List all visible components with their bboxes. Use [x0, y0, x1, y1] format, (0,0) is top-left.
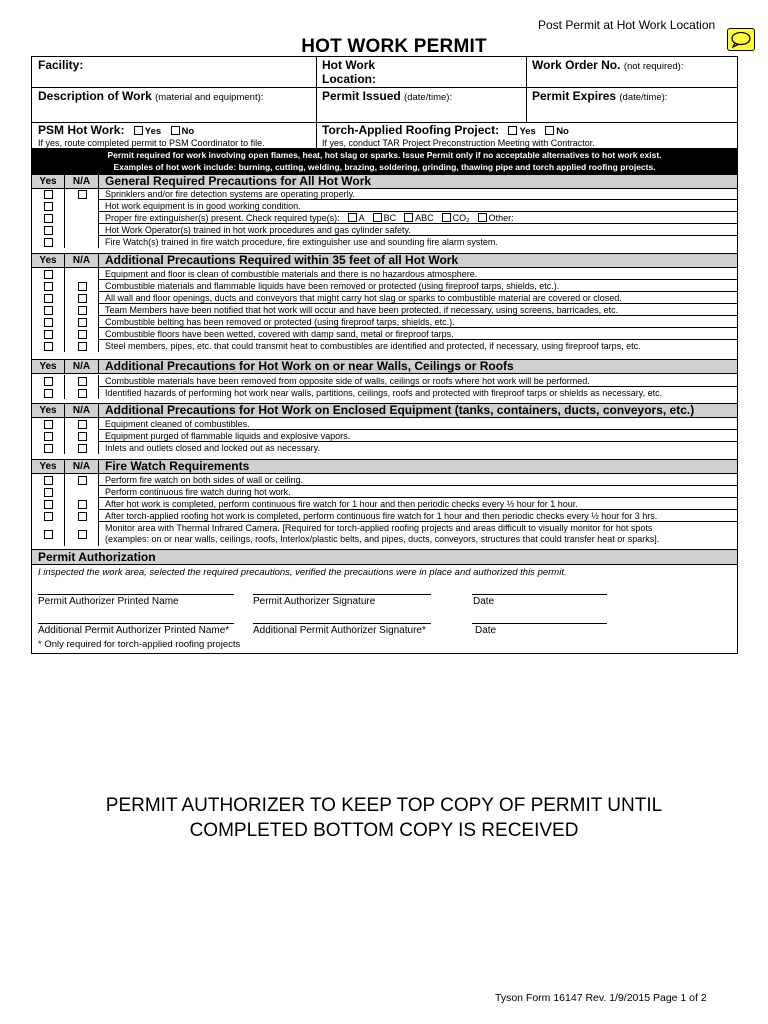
na-checkbox[interactable] — [78, 476, 87, 485]
psm-hot-work: PSM Hot Work: Yes No — [38, 123, 195, 137]
na-column-label: N/A — [72, 405, 91, 416]
precaution-row — [32, 474, 737, 486]
na-checkbox[interactable] — [78, 444, 87, 453]
facility-label: Facility: — [38, 58, 84, 72]
torch-no-checkbox[interactable] — [545, 126, 554, 135]
precaution-row — [32, 188, 737, 200]
extinguisher-type-checkbox[interactable] — [348, 213, 357, 222]
precaution-text: Hot work equipment is in good working condition. — [105, 201, 301, 211]
yes-checkbox[interactable] — [44, 512, 53, 521]
precaution-row — [32, 522, 737, 546]
precaution-text: Identified hazards of performing hot work near walls, partitions, ceilings, roofs and protected with fireproof tarps or shields as necessary, etc. — [105, 388, 663, 398]
extinguisher-type-checkbox[interactable] — [404, 213, 413, 222]
precaution-text: Equipment and floor is clean of combustible materials and there is no hazardous atmosphere. — [105, 269, 478, 279]
yes-checkbox[interactable] — [44, 530, 53, 539]
section-title: Fire Watch Requirements — [105, 459, 250, 473]
precaution-row — [32, 442, 737, 454]
yes-checkbox[interactable] — [44, 500, 53, 509]
na-checkbox[interactable] — [78, 190, 87, 199]
na-checkbox[interactable] — [78, 512, 87, 521]
precaution-text: Combustible belting has been removed or protected (using fireproof tarps, shields, etc.). — [105, 317, 455, 327]
section-header — [32, 174, 737, 189]
yes-checkbox[interactable] — [44, 476, 53, 485]
yes-checkbox[interactable] — [44, 214, 53, 223]
na-checkbox[interactable] — [78, 432, 87, 441]
psm-no-checkbox[interactable] — [171, 126, 180, 135]
precaution-text: Equipment cleaned of combustibles. — [105, 419, 250, 429]
precaution-text: (examples: on or near walls, ceilings, roofs, Interlox/plastic belts, and pipes, ducts, conveyors, structures that could transfer heat or sparks]. — [105, 534, 660, 544]
precaution-text: Steel members, pipes, etc. that could transmit heat to combustibles are identified and protected, if necessary, using fireproof tarps, etc. — [105, 341, 641, 351]
authorization-statement: I inspected the work area, selected the required precautions, verified the precautions were in place and authorized this permit. — [38, 567, 567, 578]
section-header — [32, 359, 737, 374]
extinguisher-type-checkbox[interactable] — [478, 213, 487, 222]
signature-field[interactable]: Permit Authorizer Signature — [253, 596, 376, 607]
precaution-text: Hot Work Operator(s) trained in hot work procedures and gas cylinder safety. — [105, 225, 411, 235]
yes-checkbox[interactable] — [44, 282, 53, 291]
precaution-row — [32, 224, 737, 236]
yes-checkbox[interactable] — [44, 330, 53, 339]
precaution-text: Combustible materials and flammable liquids have been removed or protected (using fireproof tarps, shields, etc.). — [105, 281, 560, 291]
precaution-row — [32, 498, 737, 510]
yes-checkbox[interactable] — [44, 342, 53, 351]
authorization-footnote: * Only required for torch-applied roofing projects — [38, 639, 241, 650]
work-order-label: Work Order No. (not required): — [532, 58, 684, 72]
precaution-text: Perform fire watch on both sides of wall or ceiling. — [105, 475, 304, 485]
na-column-label: N/A — [72, 361, 91, 372]
yes-checkbox[interactable] — [44, 190, 53, 199]
precaution-row — [32, 510, 737, 522]
yes-column-label: Yes — [39, 461, 57, 472]
precaution-text: Perform continuous fire watch during hot work. — [105, 487, 291, 497]
psm-yes-checkbox[interactable] — [134, 126, 143, 135]
precaution-text: Inlets and outlets closed and locked out as necessary. — [105, 443, 320, 453]
post-permit-note: Post Permit at Hot Work Location — [538, 18, 716, 32]
extinguisher-type-label: Other: — [488, 213, 514, 223]
torch-note: If yes, conduct TAR Project Preconstruction Meeting with Contractor. — [322, 138, 595, 148]
yes-column-label: Yes — [39, 361, 57, 372]
precaution-row — [32, 430, 737, 442]
precaution-row — [32, 236, 737, 248]
na-checkbox[interactable] — [78, 377, 87, 386]
na-column-label: N/A — [72, 255, 91, 266]
yes-checkbox[interactable] — [44, 226, 53, 235]
hot-work-location-label-2: Location: — [322, 72, 376, 86]
precaution-row — [32, 212, 737, 224]
precaution-text: Combustible floors have been wetted, covered with damp sand, metal or fireproof tarps. — [105, 329, 454, 339]
yes-checkbox[interactable] — [44, 444, 53, 453]
additional-date-field[interactable]: Date — [475, 625, 497, 636]
na-checkbox[interactable] — [78, 282, 87, 291]
permit-issued-label: Permit Issued (date/time): — [322, 89, 453, 103]
extinguisher-type-label: A — [358, 213, 365, 223]
na-column-label: N/A — [72, 176, 91, 187]
na-column-label: N/A — [72, 461, 91, 472]
na-checkbox[interactable] — [78, 389, 87, 398]
hot-work-banner: Permit required for work involving open flames, heat, hot slag or sparks. Issue Permit only if no acceptable alternatives to hot work exist. Examples of hot work include: burning, cutting, welding, brazing, soldering, grinding, thawing pipe and torch applied roofing projects. — [32, 148, 737, 174]
precaution-row — [32, 200, 737, 212]
section-title: Additional Precautions Required within 35 feet of all Hot Work — [105, 253, 459, 267]
permit-authorization-header: Permit Authorization — [32, 549, 737, 565]
na-checkbox[interactable] — [78, 530, 87, 539]
na-checkbox[interactable] — [78, 318, 87, 327]
extinguisher-type-checkbox[interactable] — [373, 213, 382, 222]
extinguisher-types — [340, 213, 514, 223]
precaution-row — [32, 387, 737, 399]
precaution-text: Sprinklers and/or fire detection systems are operating properly. — [105, 189, 355, 199]
section-title: Additional Precautions for Hot Work on or near Walls, Ceilings or Roofs — [105, 359, 514, 373]
yes-checkbox[interactable] — [44, 202, 53, 211]
extinguisher-type-label: BC — [383, 213, 397, 223]
printed-name-field[interactable]: Permit Authorizer Printed Name — [38, 596, 179, 607]
na-checkbox[interactable] — [78, 342, 87, 351]
yes-checkbox[interactable] — [44, 306, 53, 315]
precaution-text: Fire Watch(s) trained in fire watch procedure, fire extinguisher use and sounding fire alarm system. — [105, 237, 498, 247]
yes-column-label: Yes — [39, 405, 57, 416]
na-checkbox[interactable] — [78, 500, 87, 509]
section-title: General Required Precautions for All Hot Work — [105, 174, 372, 188]
precaution-row — [32, 304, 737, 316]
yes-checkbox[interactable] — [44, 420, 53, 429]
precaution-text: After hot work is completed, perform continuous fire watch for 1 hour and then periodic checks every ½ hour for 1 hour. — [105, 499, 578, 509]
precaution-row — [32, 292, 737, 304]
precaution-row — [32, 418, 737, 430]
na-checkbox[interactable] — [78, 294, 87, 303]
precaution-row — [32, 280, 737, 292]
yes-checkbox[interactable] — [44, 318, 53, 327]
yes-checkbox[interactable] — [44, 238, 53, 247]
na-checkbox[interactable] — [78, 306, 87, 315]
page-title: HOT WORK PERMIT — [301, 36, 487, 57]
hot-work-location-label: Hot Work — [322, 58, 376, 72]
na-checkbox[interactable] — [78, 330, 87, 339]
additional-printed-name-field[interactable]: Additional Permit Authorizer Printed Name* — [38, 625, 230, 636]
section-header — [32, 253, 737, 268]
torch-roofing-project: Torch-Applied Roofing Project: Yes No — [322, 123, 569, 137]
extinguisher-type-label: CO₂ — [452, 213, 470, 223]
yes-checkbox[interactable] — [44, 377, 53, 386]
yes-column-label: Yes — [39, 255, 57, 266]
form-number: Tyson Form 16147 Rev. 1/9/2015 Page 1 of 2 — [495, 992, 707, 1004]
precaution-text: After torch-applied roofing hot work is completed, perform continuous fire watch for 1 hour and then periodic checks every ½ hour for 3 hrs. — [105, 511, 658, 521]
extinguisher-type-checkbox[interactable] — [442, 213, 451, 222]
yes-column-label: Yes — [39, 176, 57, 187]
precaution-row — [32, 486, 737, 498]
precaution-text: Team Members have been notified that hot work will occur and have been protected, if necessary, using screens, barricades, etc. — [105, 305, 619, 315]
precaution-text: Monitor area with Thermal Infrared Camera. [Required for torch-applied roofing projects and areas difficult to visually monitor for hot spots — [105, 523, 653, 533]
precaution-row — [32, 268, 737, 280]
extinguisher-type-label: ABC — [415, 213, 434, 223]
date-field[interactable]: Date — [473, 596, 495, 607]
yes-checkbox[interactable] — [44, 294, 53, 303]
section-header — [32, 459, 737, 474]
section-title: Additional Precautions for Hot Work on Enclosed Equipment (tanks, containers, ducts, conveyors, etc.) — [105, 403, 695, 417]
precaution-row — [32, 340, 737, 352]
na-checkbox[interactable] — [78, 420, 87, 429]
precaution-row — [32, 316, 737, 328]
precaution-text: Combustible materials have been removed from opposite side of walls, ceilings or roofs where hot work will be performed. — [105, 376, 590, 386]
permit-expires-label: Permit Expires (date/time): — [532, 89, 668, 103]
yes-checkbox[interactable] — [44, 389, 53, 398]
footer-message: PERMIT AUTHORIZER TO KEEP TOP COPY OF PERMIT UNTIL COMPLETED BOTTOM COPY IS RECEIVED — [105, 795, 663, 841]
precaution-row — [32, 375, 737, 387]
yes-checkbox[interactable] — [44, 432, 53, 441]
psm-note: If yes, route completed permit to PSM Coordinator to file. — [38, 138, 265, 148]
precaution-text: Equipment purged of flammable liquids and explosive vapors. — [105, 431, 351, 441]
additional-signature-field[interactable]: Additional Permit Authorizer Signature* — [253, 625, 426, 636]
yes-checkbox[interactable] — [44, 488, 53, 497]
section-header — [32, 403, 737, 418]
permit-form — [31, 56, 738, 654]
precaution-text: Proper fire extinguisher(s) present. Check required type(s): A BC ABC CO₂ Other: — [105, 213, 514, 223]
yes-checkbox[interactable] — [44, 270, 53, 279]
description-label: Description of Work (material and equipment): — [38, 89, 264, 103]
precaution-row — [32, 328, 737, 340]
torch-yes-checkbox[interactable] — [508, 126, 517, 135]
precaution-text: All wall and floor openings, ducts and conveyors that might carry hot slag or sparks to combustible material are covered or closed. — [105, 293, 622, 303]
